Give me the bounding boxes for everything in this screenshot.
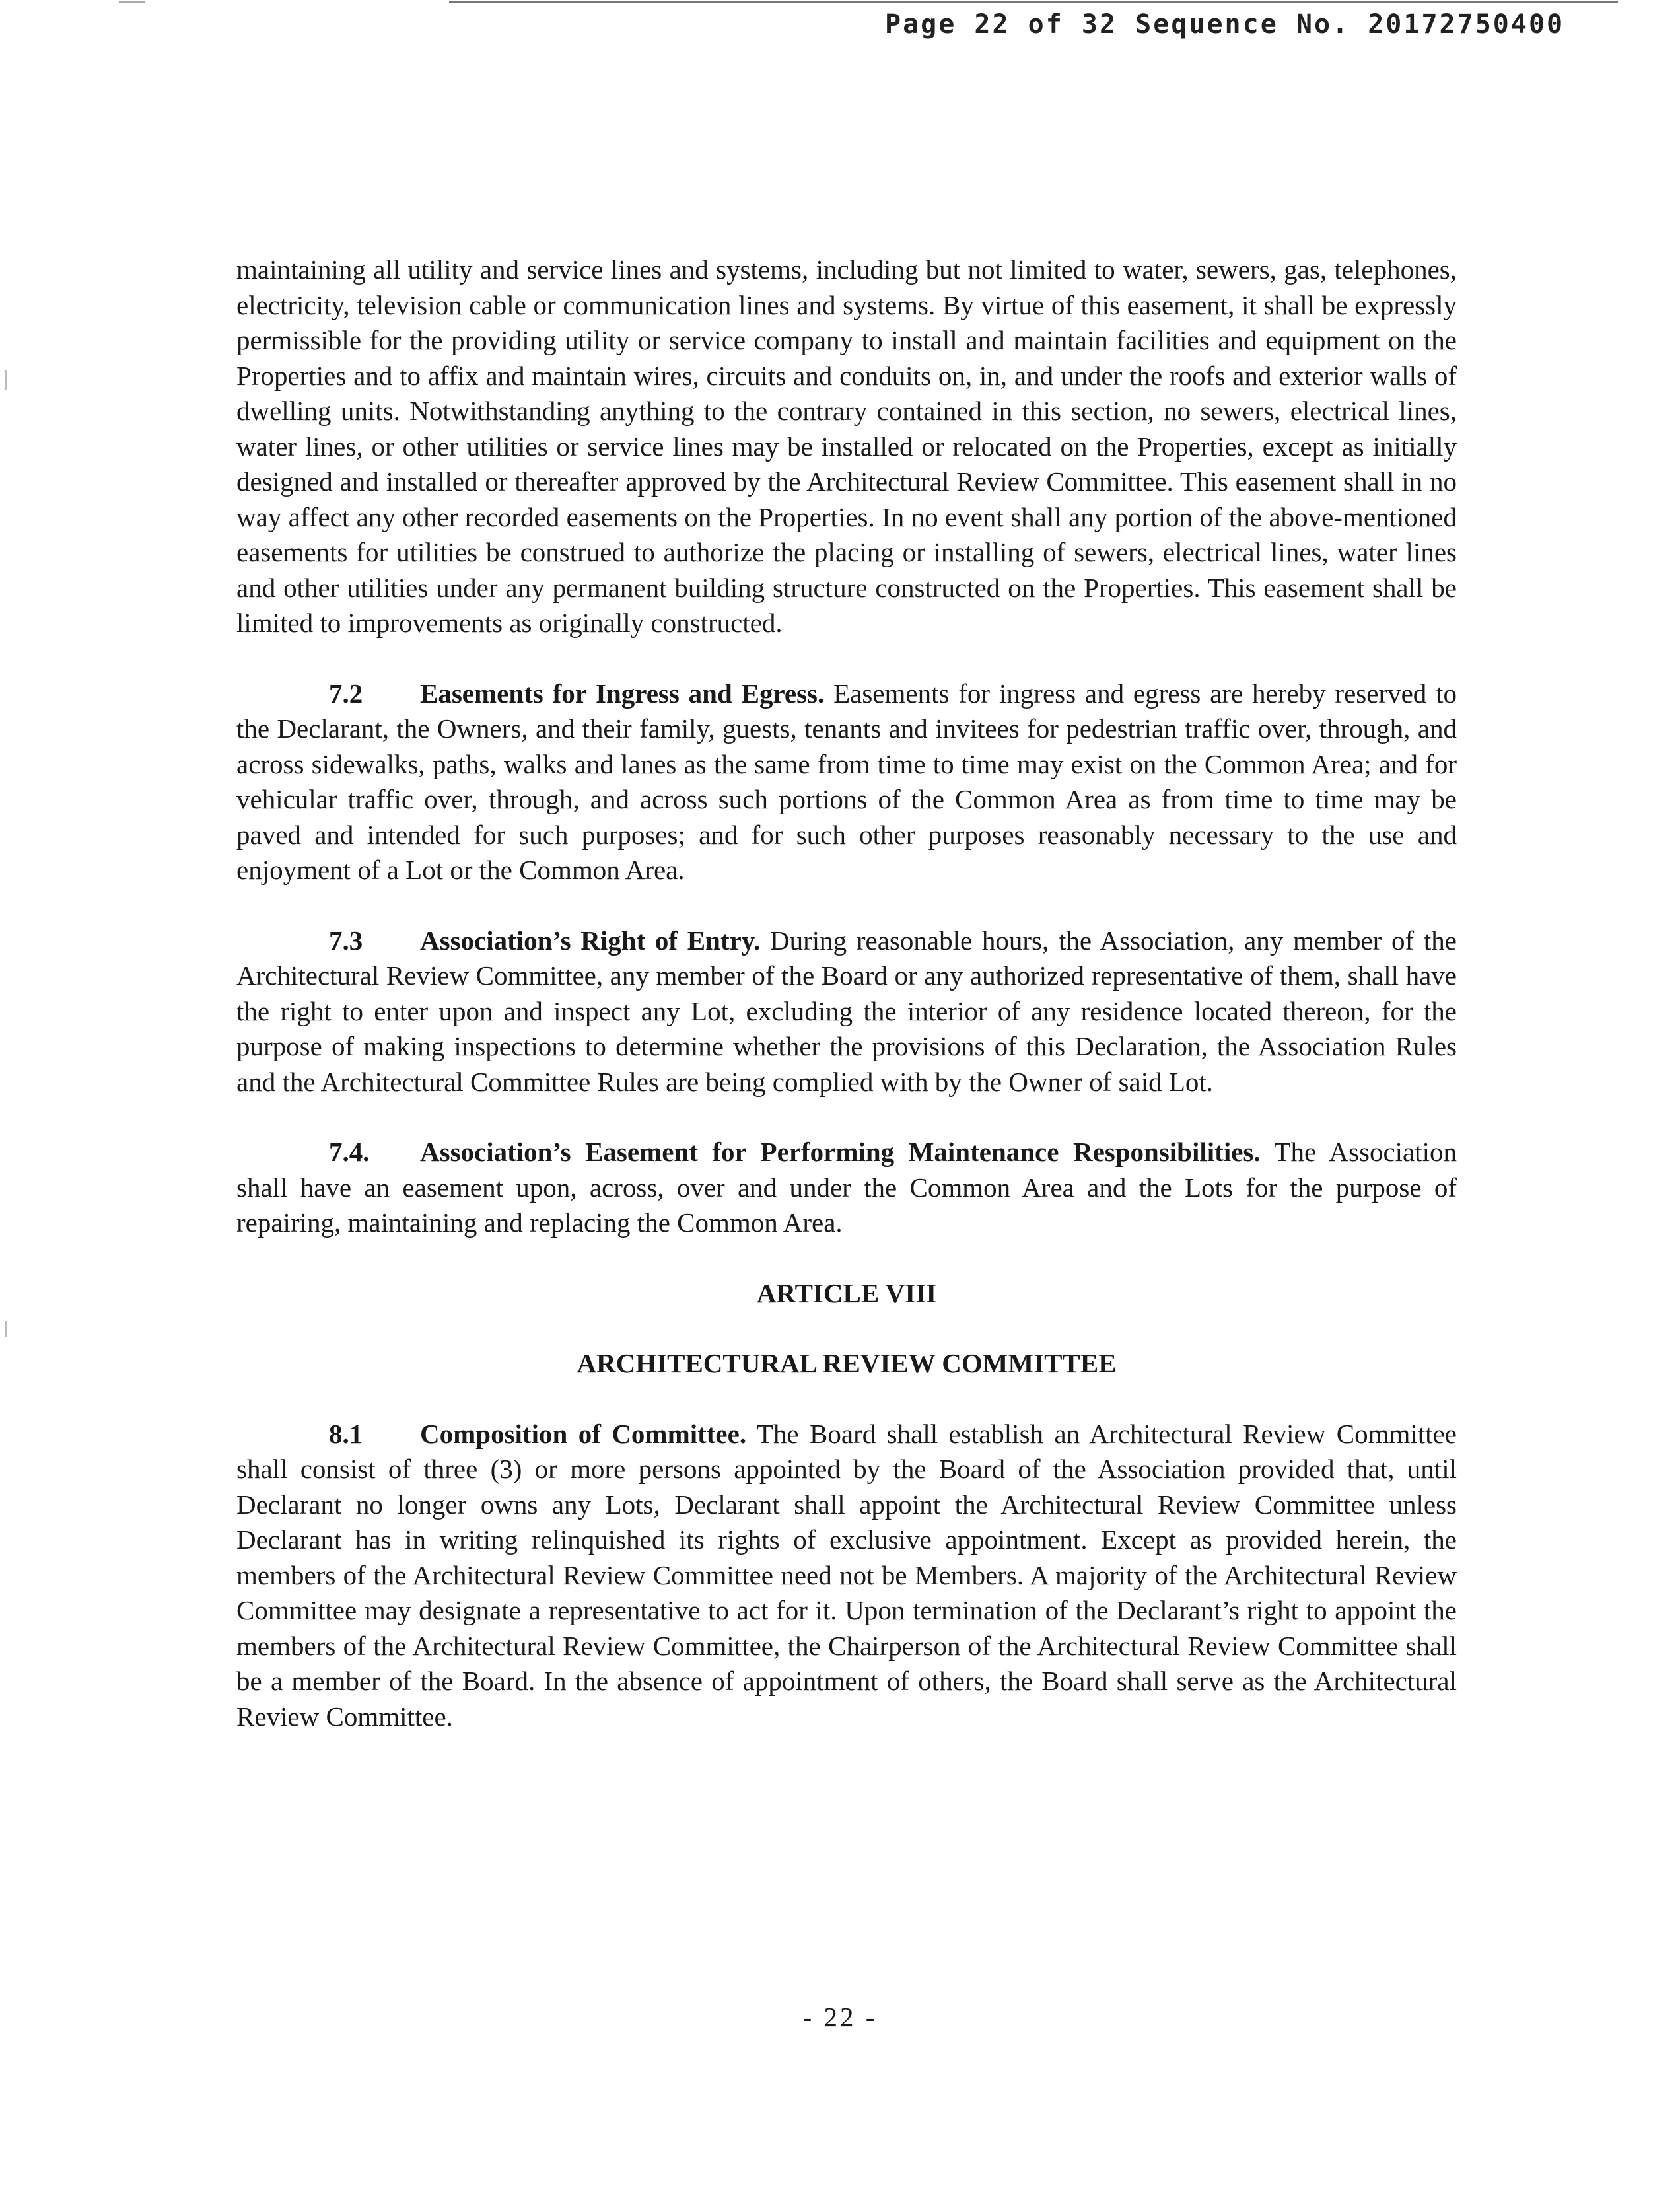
section-8-1 — [236, 1417, 1457, 1735]
section-title: Composition of Committee. — [420, 1418, 747, 1449]
section-number: 8.1 — [329, 1418, 363, 1449]
scan-artifact-mark — [5, 370, 7, 390]
section-title: Association’s Easement for Performing Maintenance Responsibilities. — [420, 1137, 1261, 1167]
continuation-paragraph: maintaining all utility and service lines and systems, including but not limited to water, sewers, gas, telephones, electricity, television cable or communication lines and systems. By virtue of this easement, it shall be expressly permissible for the providing utility or service company to install and maintain facilities and equipment on the Properties and to affix and maintain wires, circuits and conduits on, in, and under the roofs and exterior walls of dwelling units. Notwithstanding anything to the contrary contained in this section, no sewers, electrical lines, water lines, or other utilities or service lines may be installed or relocated on the Properties, except as initially designed and installed or thereafter approved by the Architectural Review Committee. This easement shall in no way affect any other recorded easements on the Properties. In no event shall any portion of the above-mentioned easements for utilities be construed to authorize the placing or installing of sewers, electrical lines, water lines and other utilities under any permanent building structure constructed on the Properties. This easement shall be limited to improvements as originally constructed. — [236, 254, 1457, 638]
section-7-2 — [236, 676, 1457, 888]
document-body — [236, 252, 1457, 1769]
section-title: Easements for Ingress and Egress. — [420, 678, 825, 709]
section-7-4 — [236, 1135, 1457, 1241]
section-title: Association’s Right of Entry. — [420, 925, 761, 956]
section-text: The Association shall have an easement upon, across, over and under the Common Area and the Lots for the purpose of repairing, maintaining and replacing the Common Area. — [236, 1137, 1457, 1238]
section-7-3 — [236, 923, 1457, 1100]
section-text: Easements for ingress and egress are hereby reserved to the Declarant, the Owners, and their family, guests, tenants and invitees for pedestrian traffic over, through, and across sidewalks, paths, walks and lanes as the same from time to time may exist on the Common Area; and for vehicular traffic over, through, and across such portions of the Common Area as from time to time may be paved and intended for such purposes; and for such other purposes reasonably necessary to the use and enjoyment of a Lot or the Common Area. — [236, 678, 1457, 885]
page-sequence-header: Page 22 of 32 Sequence No. 20172750400 — [885, 9, 1565, 40]
section-text: During reasonable hours, the Association, any member of the Architectural Review Committee, any member of the Board or any authorized representative of them, shall have the right to enter upon and inspect any Lot, excluding the interior of any residence located thereon, for the purpose of making inspections to determine whether the provisions of this Declaration, the Association Rules and the Architectural Committee Rules are being complied with by the Owner of said Lot. — [236, 925, 1457, 1097]
section-text: The Board shall establish an Architectural Review Committee shall consist of three (3) or more persons appointed by the Board of the Association provided that, until Declarant no longer owns any Lots, Declarant shall appoint the Architectural Review Committee unless Declarant has in writing relinquished its rights of exclusive appointment. Except as provided herein, the members of the Architectural Review Committee need not be Members. A majority of the Architectural Review Committee may designate a representative to act for it. Upon termination of the Declarant’s right to appoint the members of the Architectural Review Committee, the Chairperson of the Architectural Review Committee shall be a member of the Board. In the absence of appointment of others, the Board shall serve as the Architectural Review Committee. — [236, 1418, 1457, 1732]
section-number: 7.3 — [329, 925, 363, 956]
article-title: ARCHITECTURAL REVIEW COMMITTEE — [577, 1348, 1117, 1378]
section-number: 7.4. — [329, 1137, 370, 1167]
scan-artifact-rule — [119, 1, 145, 3]
scan-artifact-mark — [5, 1321, 7, 1337]
section-number: 7.2 — [329, 678, 363, 709]
article-number: ARTICLE VIII — [756, 1277, 937, 1308]
header-rule — [449, 1, 1618, 3]
page-number-footer: - 22 - — [802, 2002, 878, 2032]
